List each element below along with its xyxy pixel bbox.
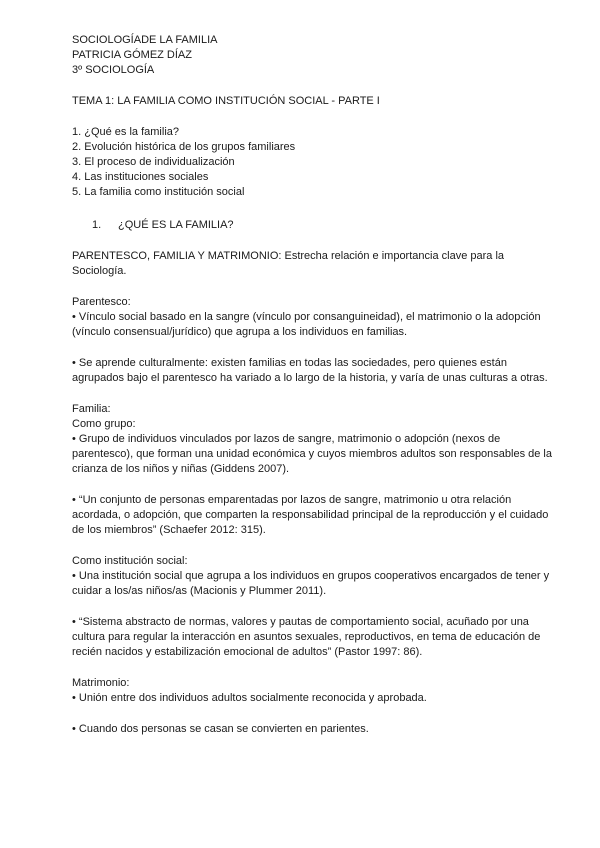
familia-group-bullet: • “Un conjunto de personas emparentadas por lazos de sangre, matrimonio u otra relación acordada, o adopción, que comparten la responsabilidad principal de la reproducción y el cuidado de los miembros” (Schaefer 2012: 315). <box>72 494 549 536</box>
index-item: 5. La familia como institución social <box>72 186 245 198</box>
index-item: 2. Evolución histórica de los grupos familiares <box>72 141 296 153</box>
section-heading <box>72 218 560 233</box>
familia-group-heading: Como grupo: <box>72 418 136 430</box>
section-title: ¿QUÉ ES LA FAMILIA? <box>118 219 234 231</box>
intro-paragraph: PARENTESCO, FAMILIA Y MATRIMONIO: Estrecha relación e importancia clave para la Sociología. <box>72 250 505 277</box>
parentesco-bullet: • Vínculo social basado en la sangre (vínculo por consanguineidad), el matrimonio o la adopción (vínculo consensual/jurídico) que agrupa a los individuos en familias. <box>72 311 541 338</box>
matrimonio-bullet: • Unión entre dos individuos adultos socialmente reconocida y aprobada. <box>72 692 427 704</box>
familia-group-bullet: • Grupo de individuos vinculados por lazos de sangre, matrimonio o adopción (nexos de parentesco), que forman una unidad económica y cuyos miembros adultos son responsables de la crianza de los niños y niñas (Giddens 2007). <box>72 433 552 475</box>
matrimonio-bullet: • Cuando dos personas se casan se convierten en parientes. <box>72 723 369 735</box>
familia-institution-bullet: • “Sistema abstracto de normas, valores y pautas de comportamiento social, acuñado por una cultura para regular la interacción en asuntos sexuales, reproductivos, en tema de educación de recién nacidos y estabilización emocional de adultos” (Pastor 1997: 86). <box>72 616 541 658</box>
parentesco-heading: Parentesco: <box>72 296 131 308</box>
matrimonio-heading: Matrimonio: <box>72 677 130 689</box>
index-item: 4. Las instituciones sociales <box>72 171 209 183</box>
familia-institution-heading: Como institución social: <box>72 555 188 567</box>
parentesco-bullet: • Se aprende culturalmente: existen familias en todas las sociedades, pero quienes están agrupados bajo el parentesco ha variado a lo largo de la historia, y varía de unas culturas a otras. <box>72 357 548 384</box>
topic-title: TEMA 1: LA FAMILIA COMO INSTITUCIÓN SOCIAL - PARTE I <box>72 95 380 107</box>
course-title: SOCIOLOGÍADE LA FAMILIA <box>72 34 218 46</box>
author-name: PATRICIA GÓMEZ DÍAZ <box>72 49 192 61</box>
section-number: 1. <box>92 219 102 231</box>
topic-index <box>72 125 560 200</box>
course-level: 3º SOCIOLOGÍA <box>72 64 155 76</box>
index-item: 1. ¿Qué es la familia? <box>72 126 179 138</box>
familia-institution-bullet: • Una institución social que agrupa a los individuos en grupos cooperativos encargados de tener y cuidar a los/as niños/as (Macionis y Plummer 2011). <box>72 570 550 597</box>
index-item: 3. El proceso de individualización <box>72 156 235 168</box>
familia-heading: Familia: <box>72 403 111 415</box>
